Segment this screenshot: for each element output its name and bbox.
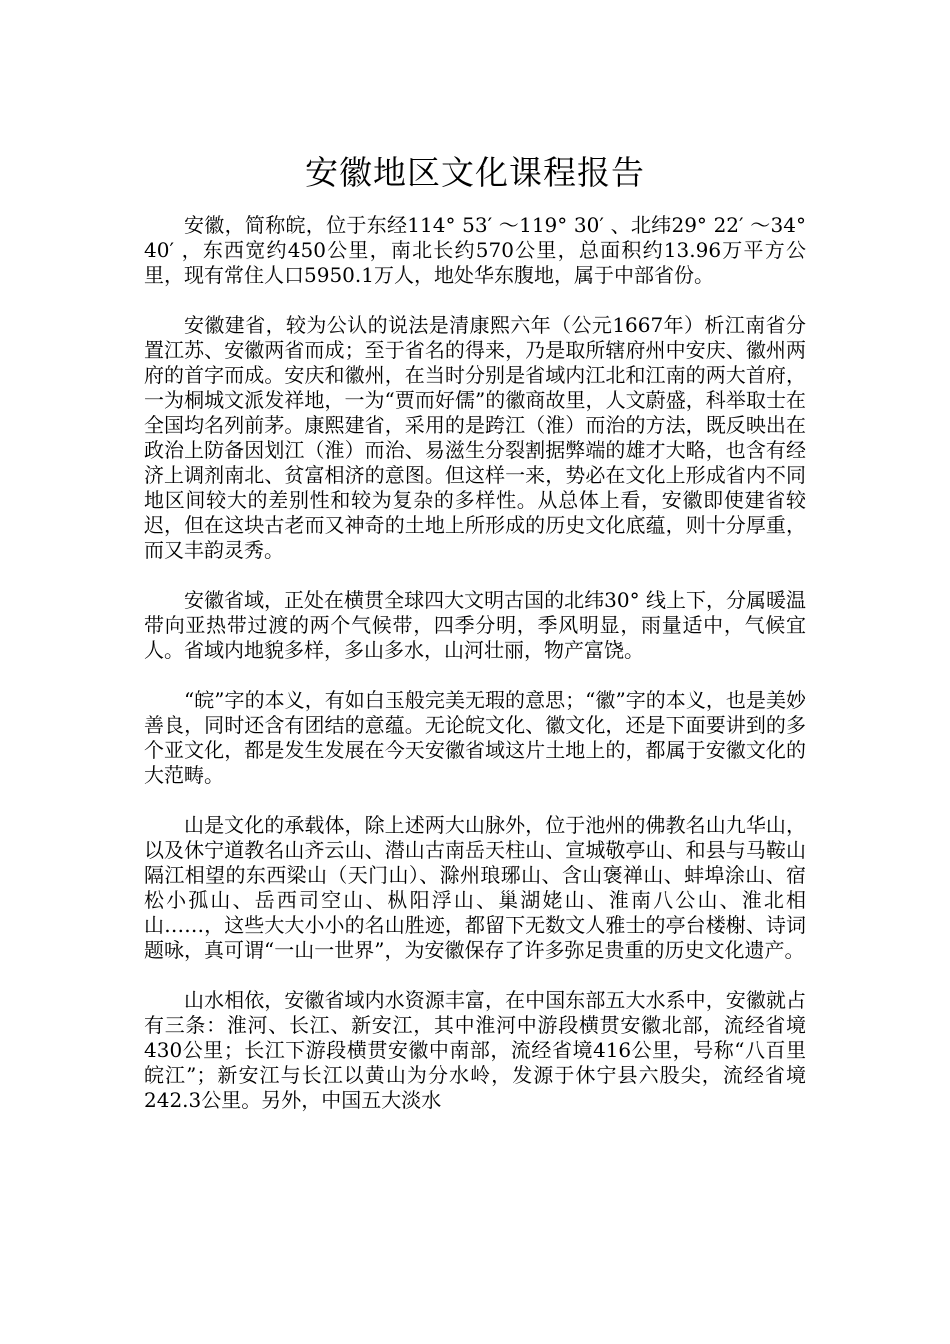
- paragraph-province-history: 安徽建省，较为公认的说法是清康熙六年（公元1667年）析江南省分置江苏、安徽两省而成；至于省名的得来，乃是取所辖府州中安庆、徽州两府的首字而成。安庆和徽州，在当时分别是省域内江北和江南的两大首府，一为桐城文派发祥地，一为“贾而好儒”的徽商故里，人文蔚盛，科举取士在全国均名列前茅。康熙建省，采用的是跨江（淮）而治的方法，既反映出在政治上防备因划江（淮）而治、易滋生分裂割据弊端的雄才大略，也含有经济上调剂南北、贫富相济的意图。但这样一来，势必在文化上形成省内不同地区间较大的差别性和较为复杂的多样性。从总体上看，安徽即使建省较迟，但在这块古老而又神奇的土地上所形成的历史文化底蕴，则十分厚重，而又丰韵灵秀。: [144, 313, 806, 562]
- paragraph-famous-mountains: 山是文化的承载体，除上述两大山脉外，位于池州的佛教名山九华山，以及休宁道教名山齐云山、潜山古南岳天柱山、宣城敬亭山、和县与马鞍山隔江相望的东西梁山（天门山）、滁州琅琊山、含山褒禅山、蚌埠涂山、宿松小孤山、岳西司空山、枞阳浮山、巢湖姥山、淮南八公山、淮北相山……，这些大大小小的名山胜迹，都留下无数文人雅士的亭台楼榭、诗词题咏，真可谓“一山一世界”，为安徽保存了许多弥足贵重的历史文化遗产。: [144, 813, 806, 962]
- paragraph-name-meaning: “皖”字的本义，有如白玉般完美无瑕的意思；“徽”字的本义，也是美妙善良，同时还含有团结的意蕴。无论皖文化、徽文化，还是下面要讲到的多个亚文化，都是发生发展在今天安徽省域这片土地上的，都属于安徽文化的大范畴。: [144, 688, 806, 787]
- document-body: [144, 213, 806, 1113]
- paragraph-overview: 安徽，简称皖，位于东经114° 53′ ～119° 30′ 、北纬29° 22′ ～34° 40′ ，东西宽约450公里，南北长约570公里，总面积约13.96万平方公里，现有常住人口5950.1万人，地处华东腹地，属于中部省份。: [144, 213, 806, 287]
- paragraph-water-systems: 山水相依，安徽省域内水资源丰富，在中国东部五大水系中，安徽就占有三条：淮河、长江、新安江，其中淮河中游段横贯安徽北部，流经省境430公里；长江下游段横贯安徽中南部，流经省境416公里，号称“八百里皖江”；新安江与长江以黄山为分水岭，发源于休宁县六股尖，流经省境242.3公里。另外，中国五大淡水: [144, 988, 806, 1112]
- paragraph-climate-geography: 安徽省域，正处在横贯全球四大文明古国的北纬30° 线上下，分属暖温带向亚热带过渡的两个气候带，四季分明，季风明显，雨量适中，气候宜人。省域内地貌多样，多山多水，山河壮丽，物产富饶。: [144, 588, 806, 662]
- document-title: 安徽地区文化课程报告: [305, 153, 645, 192]
